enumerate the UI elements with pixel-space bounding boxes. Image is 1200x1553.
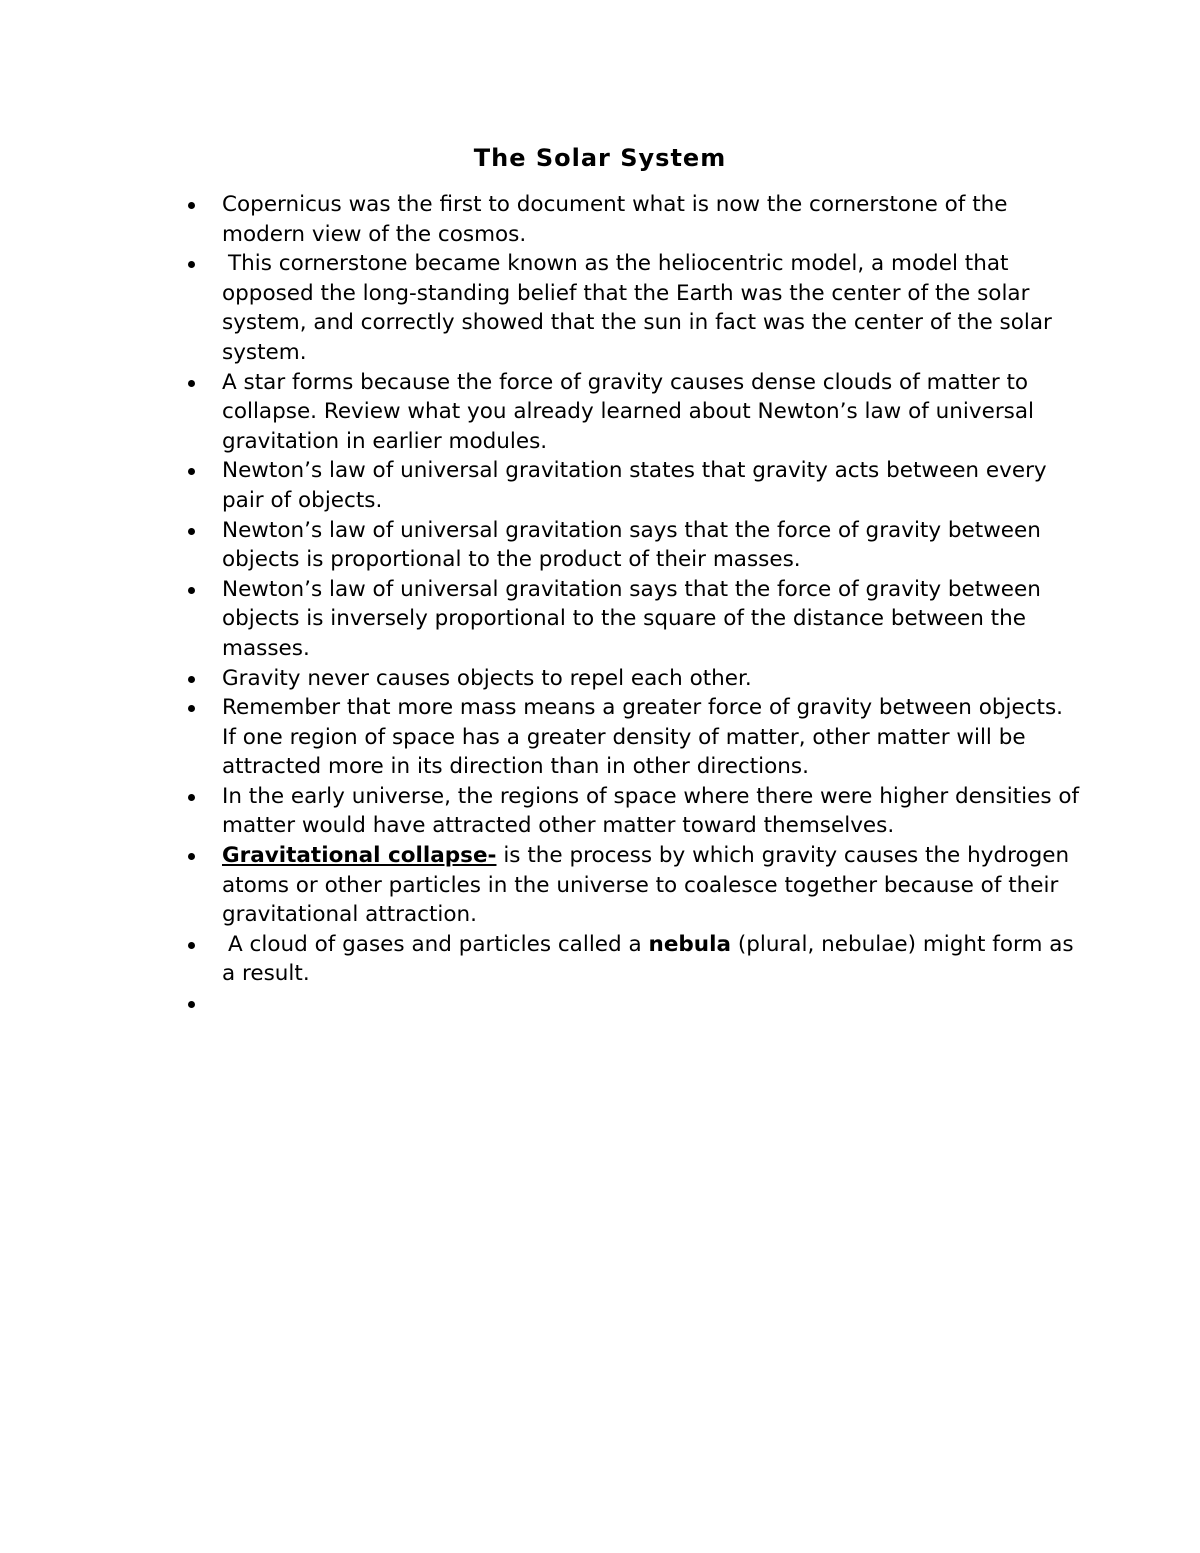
list-item	[222, 456, 1082, 515]
list-item	[222, 575, 1082, 664]
list-item	[222, 782, 1082, 841]
list-item-empty	[222, 989, 1082, 1019]
term-gravitational-collapse: Gravitational collapse-	[222, 843, 497, 869]
term-nebula: nebula	[648, 931, 731, 957]
list-item-text: Newton’s law of universal gravitation says that the force of gravity between objects is inversely proportional to the square of the distance between the masses.	[222, 576, 1041, 661]
nebula-text-before: A cloud of gases and particles called a	[228, 931, 649, 957]
list-item-text: Newton’s law of universal gravitation states that gravity acts between every pair of objects.	[222, 458, 1047, 513]
list-item	[222, 190, 1082, 249]
list-item-text: Gravity never causes objects to repel each other.	[222, 665, 752, 691]
list-item	[222, 664, 1082, 694]
list-item-text: A star forms because the force of gravity causes dense clouds of matter to collapse. Review what you already learned about Newton’s law of universal gravitation in earlier modules.	[222, 369, 1035, 454]
list-item-text: Copernicus was the first to document what is now the cornerstone of the modern view of the cosmos.	[222, 192, 1008, 247]
nebula-text-after: (plural, nebulae) might form as a result.	[222, 931, 1074, 987]
list-item	[222, 516, 1082, 575]
list-item-text: Remember that more mass means a greater force of gravity between objects. If one region of space has a greater density of matter, other matter will be attracted more in its direction than in other directions.	[222, 695, 1063, 780]
definition-text: is the process by which gravity causes the hydrogen atoms or other particles in the universe to coalesce together because of their gravitational attraction.	[222, 843, 1070, 928]
list-item	[222, 693, 1082, 782]
list-item	[222, 249, 1082, 367]
list-item-text: This cornerstone became known as the heliocentric model, a model that opposed the long-standing belief that the Earth was the center of the solar system, and correctly showed that the sun in fact was the center of the solar system.	[222, 251, 1052, 365]
list-item-gravitational-collapse	[222, 841, 1082, 930]
list-item-text: In the early universe, the regions of space where there were higher densities of matter would have attracted other matter toward themselves.	[222, 783, 1080, 839]
list-item	[222, 368, 1082, 457]
bullet-list	[222, 190, 1082, 1019]
page-title: The Solar System	[473, 144, 727, 172]
list-item-text: Newton’s law of universal gravitation says that the force of gravity between objects is proportional to the product of their masses.	[222, 517, 1041, 573]
list-item-nebula	[222, 930, 1082, 989]
